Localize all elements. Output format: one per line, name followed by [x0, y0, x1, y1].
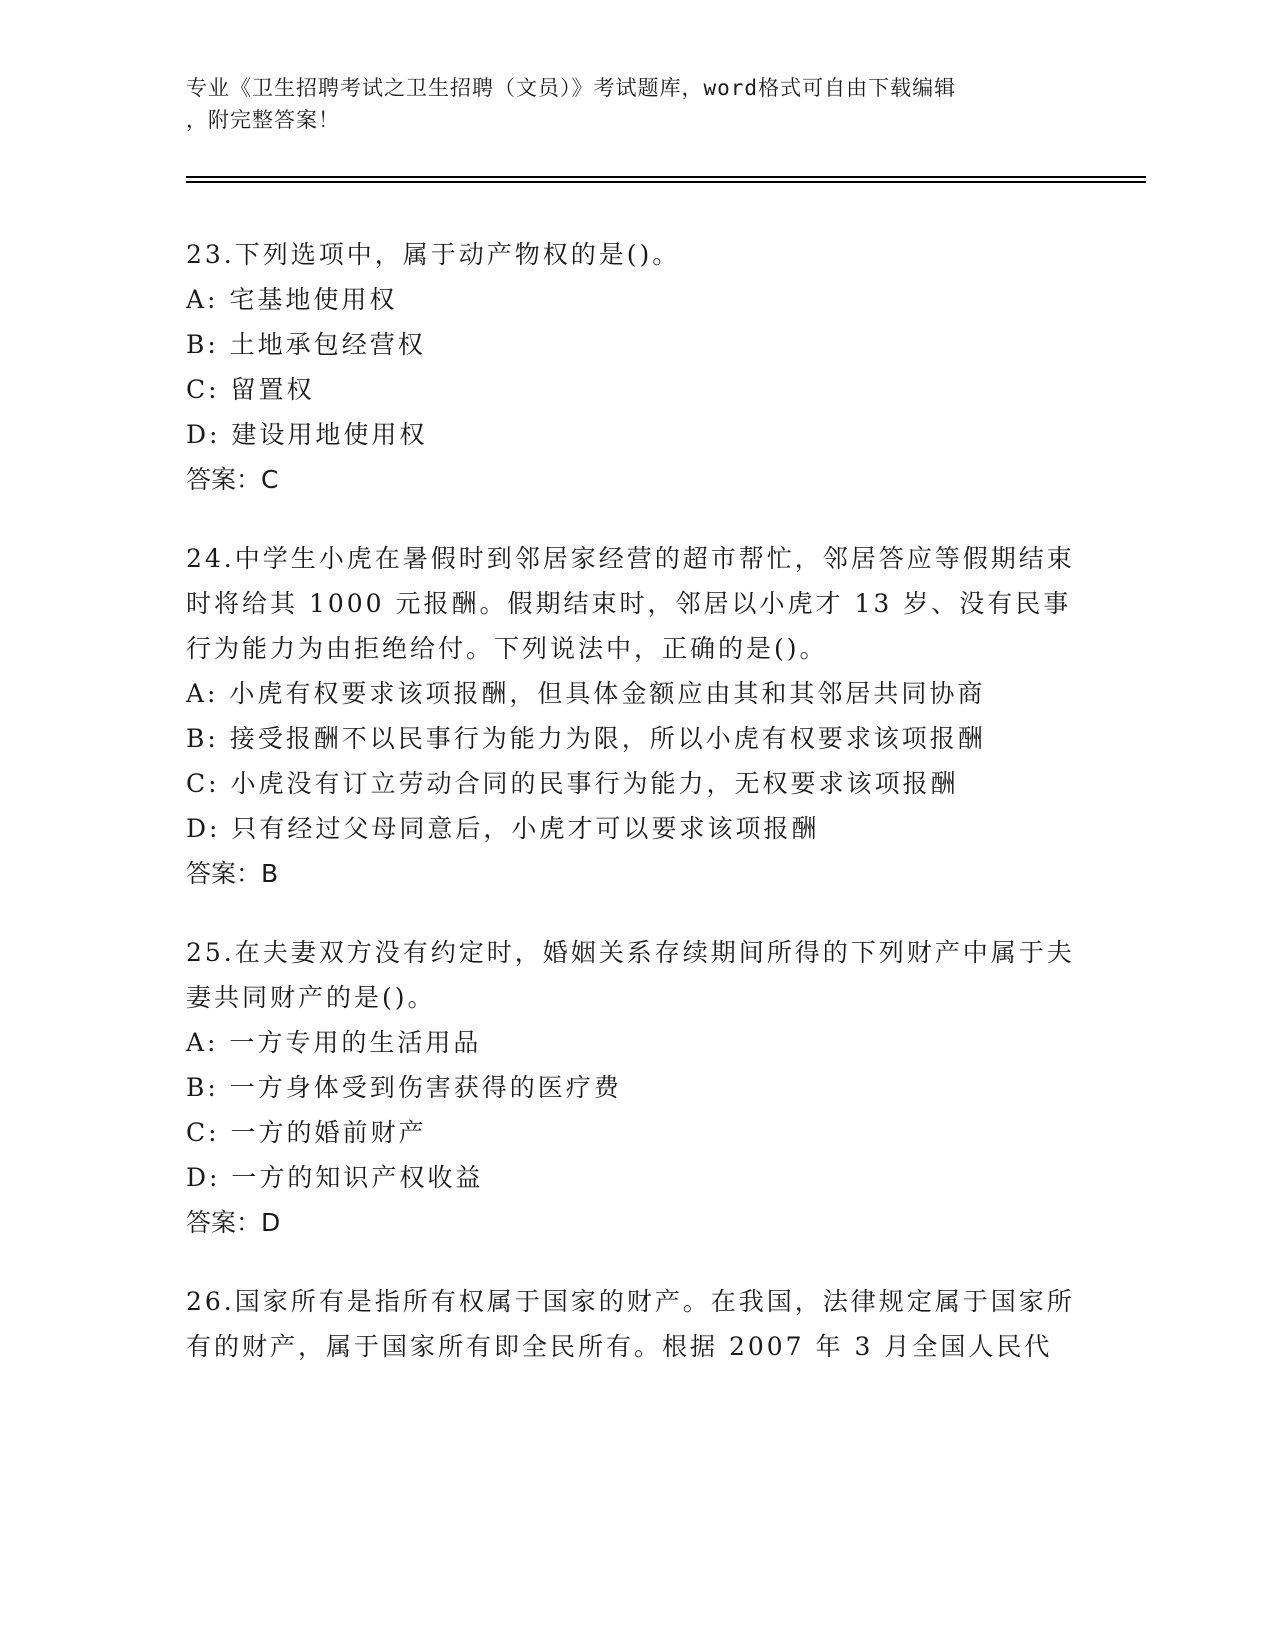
option-d: D: 只有经过父母同意后，小虎才可以要求该项报酬: [186, 814, 820, 843]
option-d: D: 一方的知识产权收益: [186, 1163, 484, 1192]
question-23: [186, 232, 1076, 502]
answer: 答案：B: [186, 859, 279, 888]
option-a: A: 宅基地使用权: [186, 285, 398, 314]
answer: 答案：C: [186, 465, 279, 494]
option-d: D: 建设用地使用权: [186, 420, 428, 449]
question-list: [186, 232, 1076, 1403]
question-25: [186, 930, 1076, 1245]
option-c: C: 小虎没有订立劳动合同的民事行为能力，无权要求该项报酬: [186, 769, 959, 798]
question-text: 26.国家所有是指所有权属于国家的财产。在我国，法律规定属于国家所有的财产，属于国家所有即全民所有。根据 2007 年 3 月全国人民代: [186, 1287, 1075, 1361]
option-c: C: 留置权: [186, 375, 315, 404]
header-line-2: ，附完整答案！: [186, 108, 340, 132]
option-b: B: 接受报酬不以民事行为能力为限，所以小虎有权要求该项报酬: [186, 724, 986, 753]
answer: 答案：D: [186, 1208, 281, 1237]
question-text: 23.下列选项中，属于动产物权的是()。: [186, 240, 681, 269]
option-a: A: 一方专用的生活用品: [186, 1028, 482, 1057]
question-24: [186, 536, 1076, 896]
header-line-1: 专业《卫生招聘考试之卫生招聘（文员）》考试题库，word格式可自由下载编辑: [186, 76, 957, 100]
option-b: B: 土地承包经营权: [186, 330, 426, 359]
header-divider-bottom: [186, 181, 1146, 183]
option-b: B: 一方身体受到伤害获得的医疗费: [186, 1073, 622, 1102]
header-divider-top: [186, 176, 1146, 178]
document-header: [186, 72, 1066, 136]
option-a: A: 小虎有权要求该项报酬，但具体金额应由其和其邻居共同协商: [186, 679, 986, 708]
question-text: 25.在夫妻双方没有约定时，婚姻关系存续期间所得的下列财产中属于夫妻共同财产的是()。: [186, 938, 1075, 1012]
option-c: C: 一方的婚前财产: [186, 1118, 427, 1147]
question-26: [186, 1279, 1076, 1369]
question-text: 24.中学生小虎在暑假时到邻居家经营的超市帮忙，邻居答应等假期结束时将给其 1000 元报酬。假期结束时，邻居以小虎才 13 岁、没有民事行为能力为由拒绝给付。下列说法中，正确的是()。: [186, 544, 1075, 663]
